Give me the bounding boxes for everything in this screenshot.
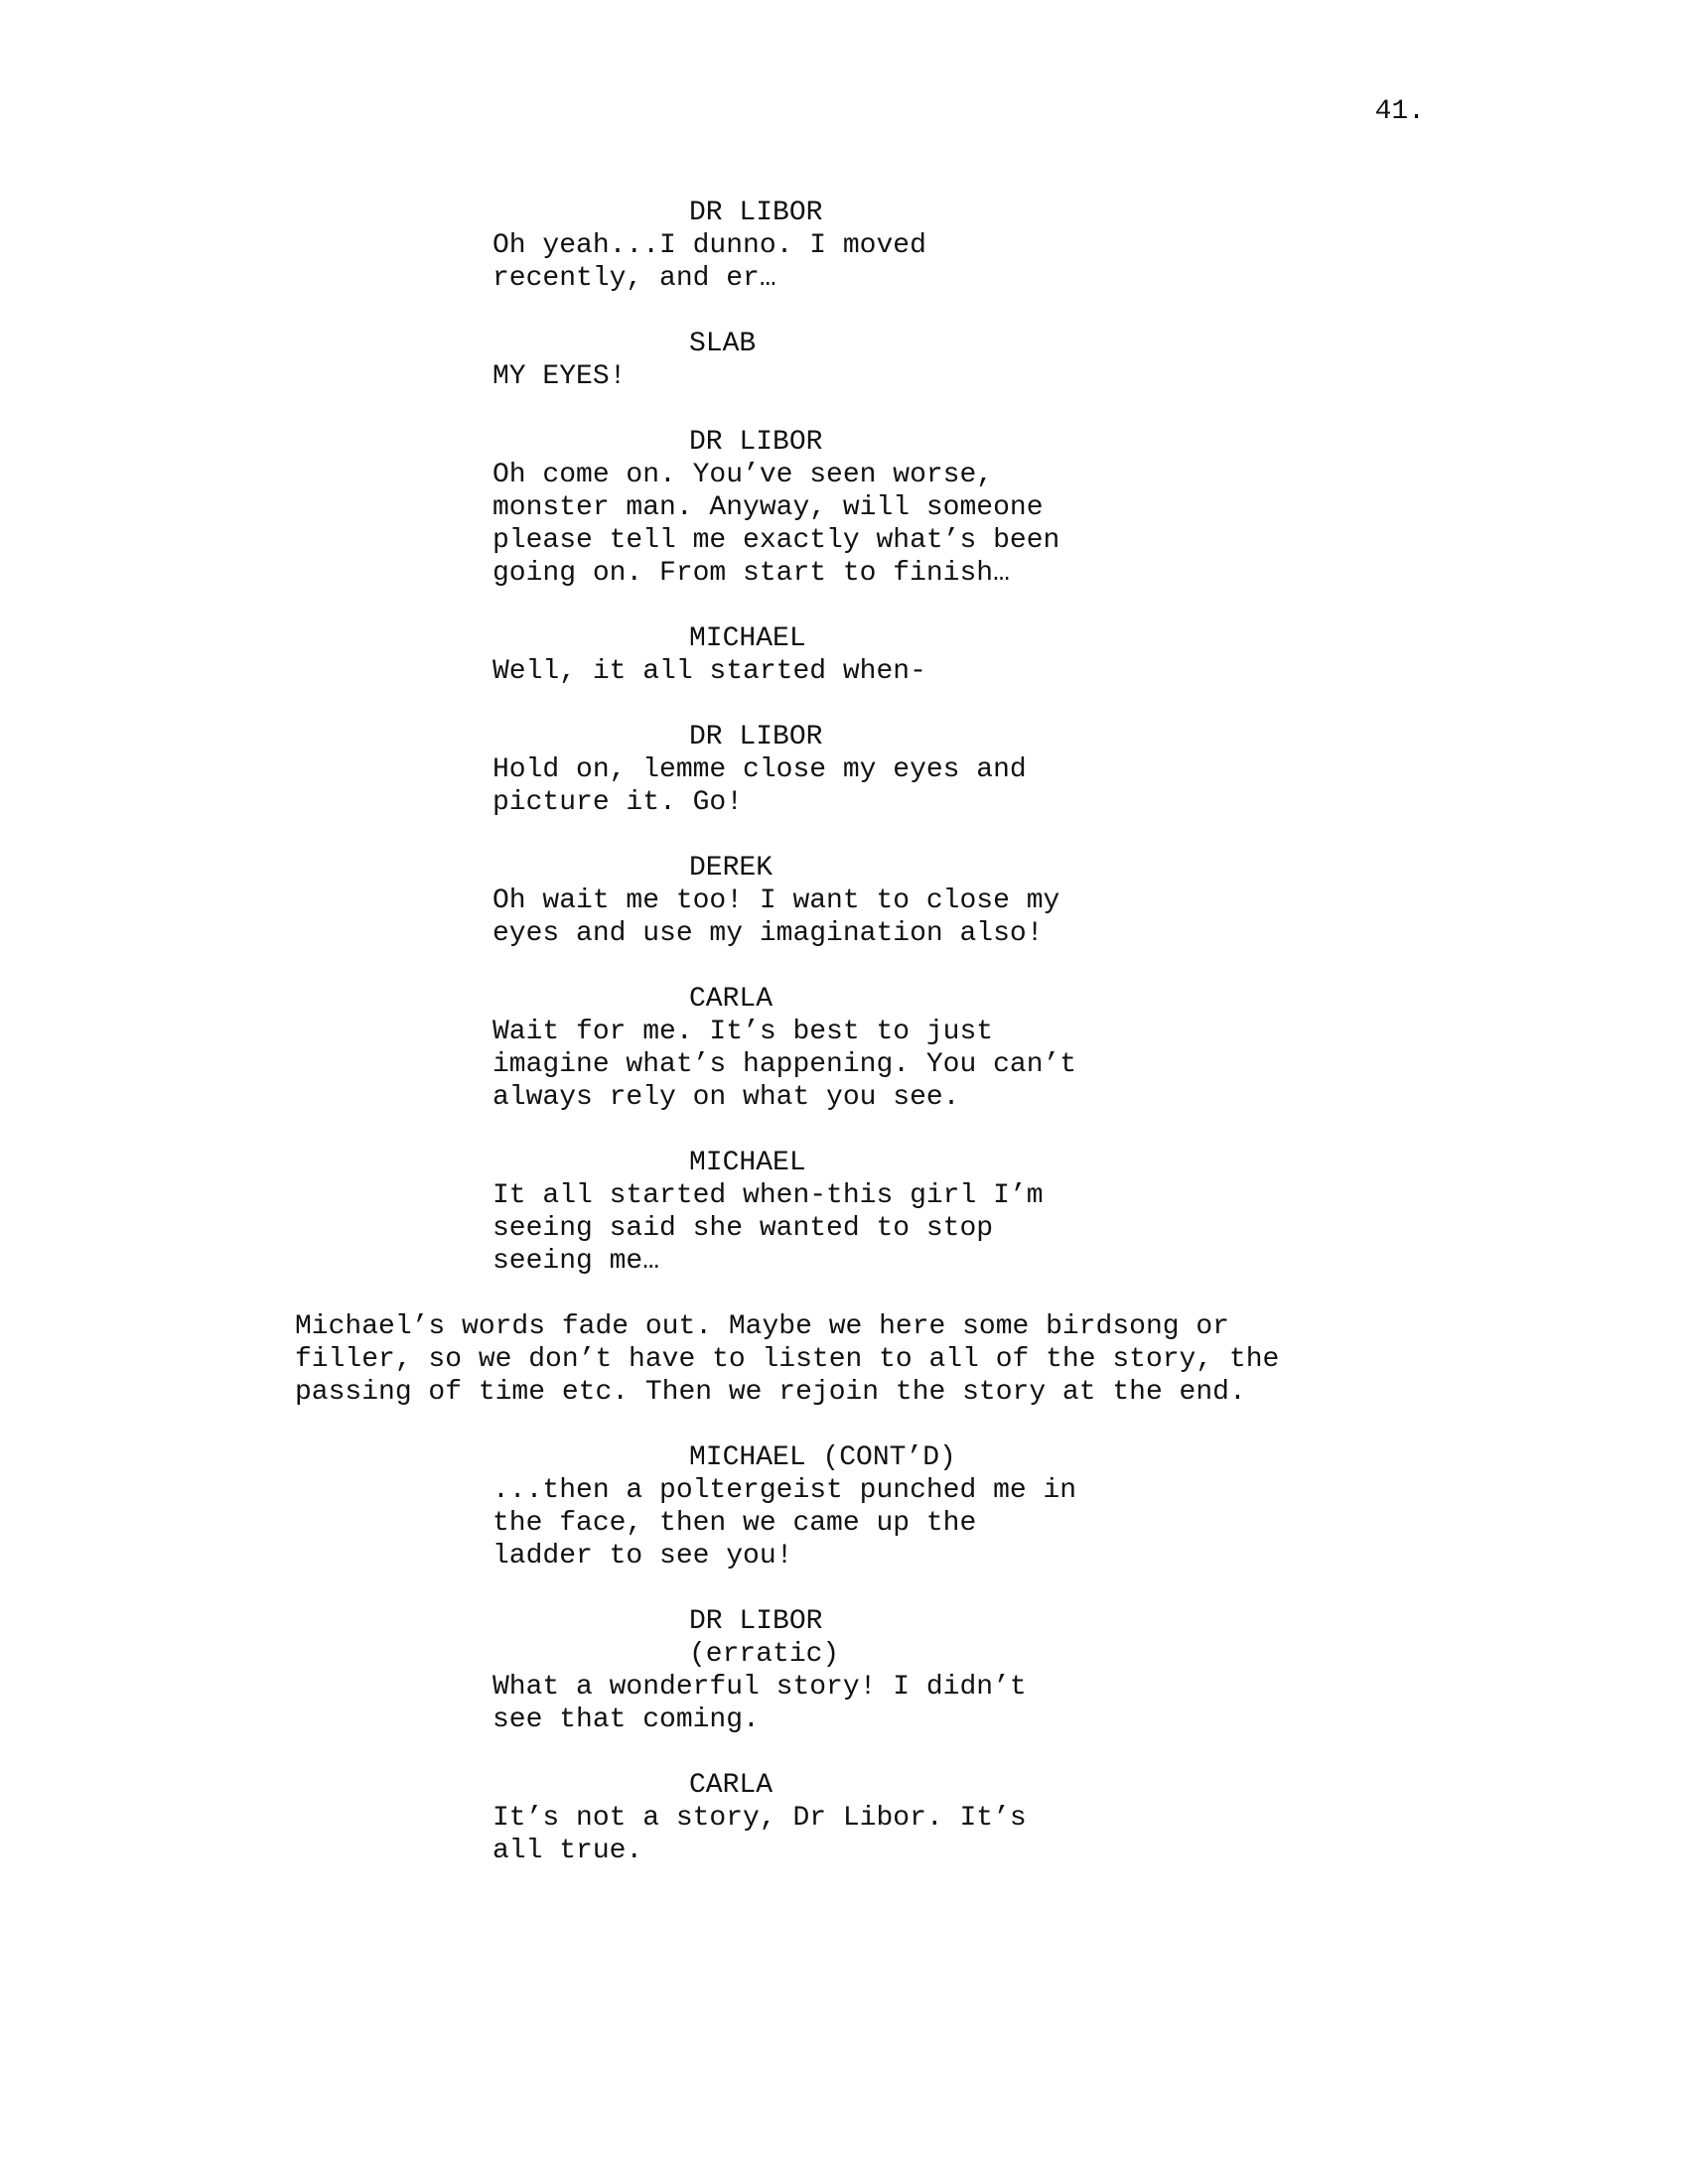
action-line: Michael’s words fade out. Maybe we here some birdsong or (295, 1311, 1229, 1342)
character-name: DR LIBOR (689, 198, 823, 228)
dialogue-line: picture it. Go! (492, 787, 744, 818)
page-number: 41. (1374, 96, 1425, 127)
character-name: CARLA (689, 1770, 774, 1801)
dialogue-line: see that coming. (492, 1705, 760, 1735)
dialogue-line: ...then a poltergeist punched me in (492, 1475, 1077, 1506)
dialogue-block (0, 721, 1688, 819)
dialogue-line: always rely on what you see. (492, 1082, 960, 1113)
dialogue-line: What a wonderful story! I didn’t (492, 1672, 1027, 1703)
character-name: MICHAEL (689, 623, 806, 654)
dialogue-line: Oh yeah...I dunno. I moved (492, 230, 926, 261)
dialogue-line: seeing said she wanted to stop (492, 1213, 994, 1244)
character-name: DR LIBOR (689, 1606, 823, 1637)
dialogue-line: imagine what’s happening. You can’t (492, 1049, 1077, 1080)
character-name: DR LIBOR (689, 722, 823, 752)
dialogue-block (0, 852, 1688, 950)
dialogue-block (0, 622, 1688, 688)
dialogue-line: It’s not a story, Dr Libor. It’s (492, 1803, 1027, 1834)
dialogue-line: the face, then we came up the (492, 1508, 977, 1539)
dialogue-block (0, 1441, 1688, 1572)
character-name: DEREK (689, 853, 774, 884)
dialogue-line: recently, and er… (492, 263, 776, 294)
dialogue-line: monster man. Anyway, will someone (492, 492, 1044, 523)
parenthetical: (erratic) (689, 1639, 840, 1670)
dialogue-line: all true. (492, 1836, 643, 1866)
character-name: CARLA (689, 984, 774, 1015)
dialogue-line: MY EYES! (492, 361, 627, 392)
dialogue-block (0, 328, 1688, 393)
character-name: MICHAEL (689, 1148, 806, 1178)
script-body (0, 197, 1688, 1900)
dialogue-block (0, 1147, 1688, 1278)
dialogue-line: Oh come on. You’ve seen worse, (492, 460, 994, 490)
dialogue-block (0, 426, 1688, 590)
dialogue-line: eyes and use my imagination also! (492, 918, 1044, 949)
dialogue-line: going on. From start to finish… (492, 558, 1010, 589)
character-name: MICHAEL (CONT’D) (689, 1442, 956, 1473)
dialogue-block (0, 1605, 1688, 1736)
dialogue-line: Hold on, lemme close my eyes and (492, 754, 1027, 785)
dialogue-block (0, 983, 1688, 1114)
action-line: passing of time etc. Then we rejoin the story at the end. (295, 1377, 1246, 1408)
character-name: SLAB (689, 329, 757, 359)
action-line: filler, so we don’t have to listen to all of the story, the (295, 1344, 1280, 1375)
dialogue-line: It all started when-this girl I’m (492, 1180, 1044, 1211)
dialogue-line: Oh wait me too! I want to close my (492, 886, 1060, 916)
dialogue-line: please tell me exactly what’s been (492, 525, 1060, 556)
dialogue-line: ladder to see you! (492, 1541, 793, 1571)
dialogue-line: Wait for me. It’s best to just (492, 1017, 994, 1047)
dialogue-block (0, 1769, 1688, 1867)
character-name: DR LIBOR (689, 427, 823, 458)
dialogue-line: Well, it all started when- (492, 656, 926, 687)
dialogue-block (0, 197, 1688, 295)
dialogue-line: seeing me… (492, 1246, 660, 1277)
action-block (0, 1310, 1688, 1409)
